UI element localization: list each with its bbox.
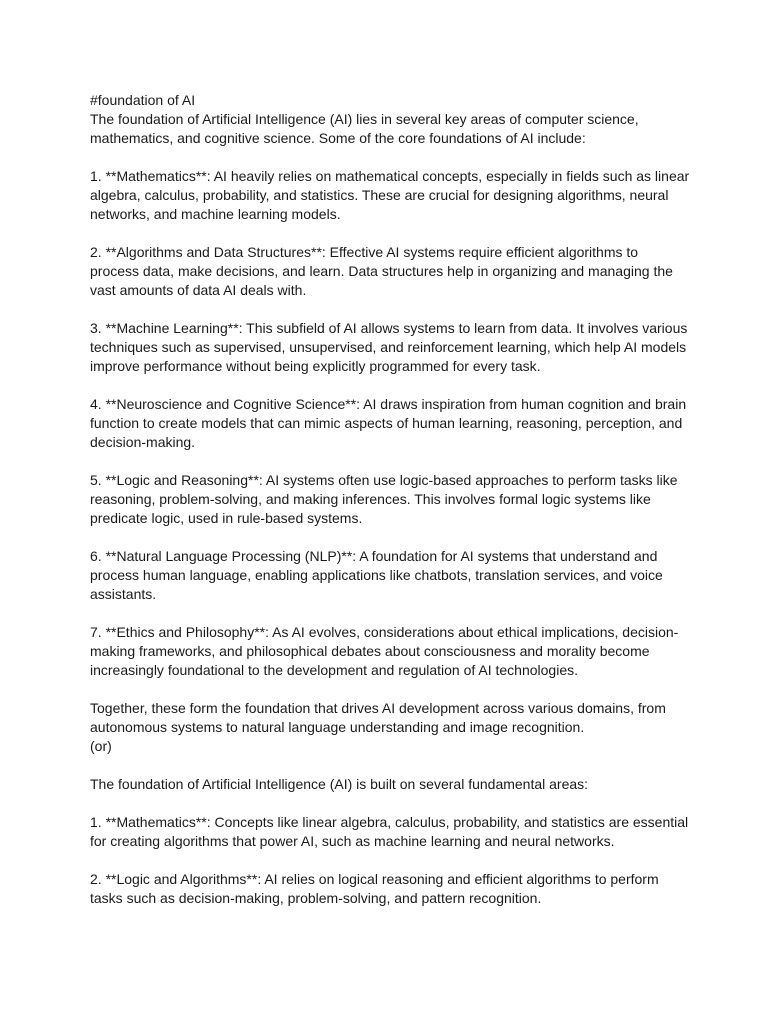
paragraph-gap xyxy=(90,604,690,623)
alt-list-item: 2. **Logic and Algorithms**: AI relies on logical reasoning and efficient algorithms to perform tasks such as decision-making, problem-solving, and pattern recognition. xyxy=(90,871,663,906)
alt-list-item: 1. **Mathematics**: Concepts like linear algebra, calculus, probability, and statistics are essential for creating algorithms that power AI, such as machine learning and neural networks. xyxy=(90,814,693,849)
list-item: 2. **Algorithms and Data Structures**: Effective AI systems require efficient algorithms to process data, make decisions, and learn. Data structures help in organizing and managing the vast amounts of data AI deals with. xyxy=(90,244,677,298)
paragraph-gap xyxy=(90,680,690,699)
paragraph-gap xyxy=(90,376,690,395)
paragraph-gap xyxy=(90,224,690,243)
paragraph-gap xyxy=(90,452,690,471)
alt-intro-paragraph: The foundation of Artificial Intelligence (AI) is built on several fundamental areas: xyxy=(90,776,589,792)
list-item: 7. **Ethics and Philosophy**: As AI evolves, considerations about ethical implications, decision-making frameworks, and philosophical debates about consciousness and morality become increasingly foundational to the development and regulation of AI technologies. xyxy=(90,624,679,678)
list-item: 3. **Machine Learning**: This subfield of AI allows systems to learn from data. It involves various techniques such as supervised, unsupervised, and reinforcement learning, which help AI models improve performance without being explicitly programmed for every task. xyxy=(90,320,692,374)
document-body xyxy=(90,91,694,908)
list-item: 4. **Neuroscience and Cognitive Science**: AI draws inspiration from human cognition and brain function to create models that can mimic aspects of human learning, reasoning, perception, and decision-making. xyxy=(90,396,691,450)
or-marker: (or) xyxy=(90,738,112,754)
list-item: 6. **Natural Language Processing (NLP)**: A foundation for AI systems that understand and process human language, enabling applications like chatbots, translation services, and voice assistants. xyxy=(90,548,667,602)
summary-paragraph: Together, these form the foundation that drives AI development across various domains, from autonomous systems to natural language understanding and image recognition. xyxy=(90,700,670,735)
paragraph-gap xyxy=(90,794,690,813)
paragraph-gap xyxy=(90,756,690,775)
list-item: 5. **Logic and Reasoning**: AI systems often use logic-based approaches to perform tasks like reasoning, problem-solving, and making inferences. This involves formal logic systems like predicate logic, used in rule-based systems. xyxy=(90,472,682,526)
paragraph-gap xyxy=(90,148,690,167)
paragraph-gap xyxy=(90,300,690,319)
paragraph-gap xyxy=(90,528,690,547)
intro-paragraph: The foundation of Artificial Intelligence (AI) lies in several key areas of computer science, mathematics, and cognitive science. Some of the core foundations of AI include: xyxy=(90,111,643,146)
list-item: 1. **Mathematics**: AI heavily relies on mathematical concepts, especially in fields such as linear algebra, calculus, probability, and statistics. These are crucial for designing algorithms, neural networks, and machine learning models. xyxy=(90,168,694,222)
paragraph-gap xyxy=(90,851,690,870)
document-heading: #foundation of AI xyxy=(90,92,196,108)
